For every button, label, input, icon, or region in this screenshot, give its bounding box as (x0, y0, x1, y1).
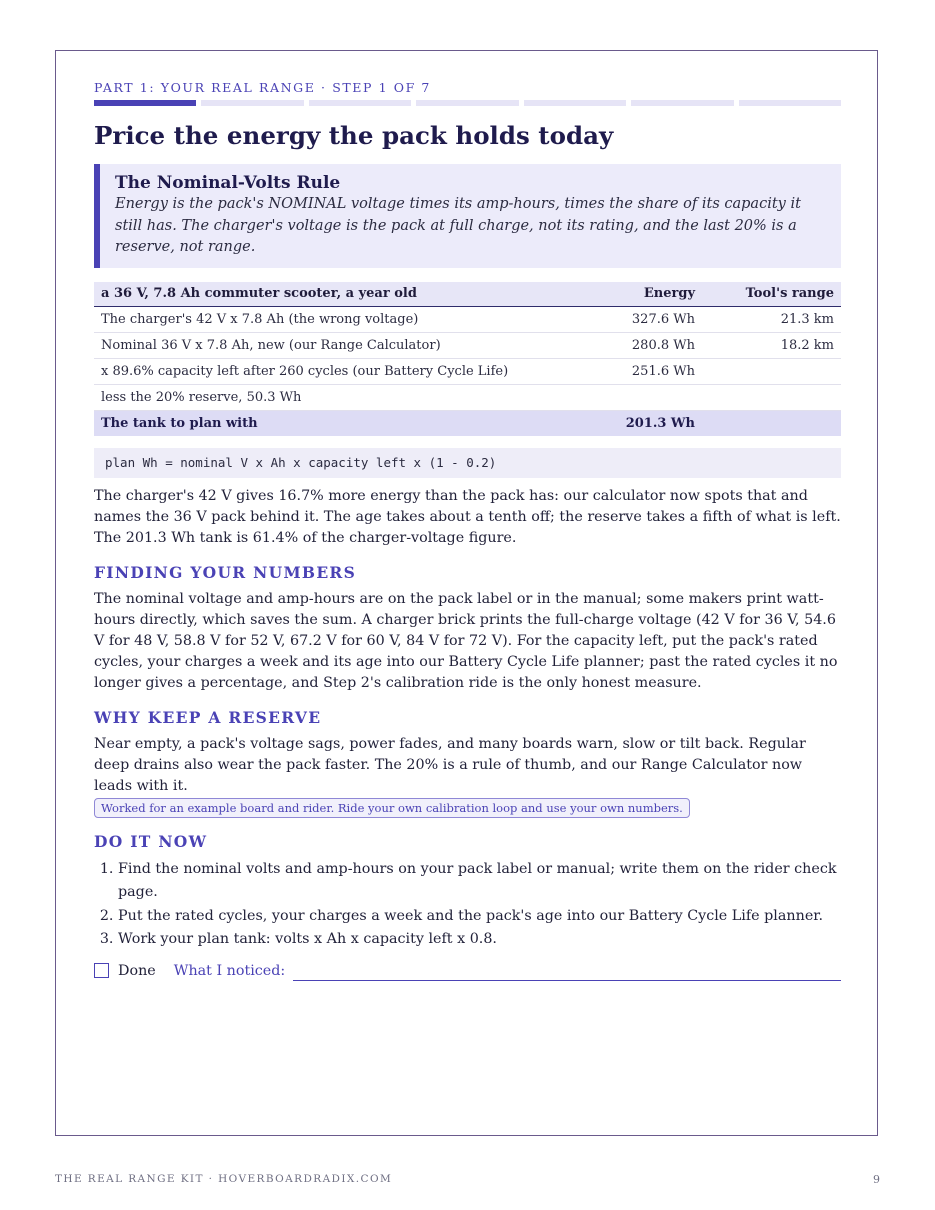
table-cell (702, 384, 841, 410)
callout-body: Energy is the pack's NOMINAL voltage times its amp-hours, times the share of its capacity it still has. The charger's voltage is the pack at full charge, not its rating, and the last 20% is a reserve, not range. (115, 196, 801, 255)
list-item: 3. Work your plan tank: volts x Ah x capacity left x 0.8. (118, 928, 841, 952)
table-cell: 21.3 km (702, 306, 841, 332)
total-energy: 201.3 Wh (583, 410, 702, 436)
progress-segment-5 (524, 100, 626, 106)
done-label: Done (118, 962, 156, 979)
table-row (94, 332, 841, 358)
table-cell: 251.6 Wh (583, 358, 702, 384)
formula-code: plan Wh = nominal V x Ah x capacity left x (1 - 0.2) (94, 448, 841, 478)
numbers-paragraph: The nominal voltage and amp-hours are on the pack label or in the manual; some makers print watt-hours directly, which saves the sum. A charger brick prints the full-charge voltage (42 V for 36 V, 54.6 V for 48 V, 58.8 V for 52 V, 67.2 V for 60 V, 84 V for 72 V). For the capacity left, put the pack's rated cycles, your charges a week and its age into our Battery Cycle Life planner; past the rated cycles it no longer gives a percentage, and Step 2's calibration ride is the only honest measure. (94, 590, 838, 691)
table-cell: Nominal 36 V x 7.8 Ah, new (our Range Calculator) (94, 332, 583, 358)
table-header-energy: Energy (583, 282, 702, 307)
page-title: Price the energy the pack holds today (94, 121, 614, 150)
footer-page-number: 9 (873, 1173, 880, 1186)
table-cell: less the 20% reserve, 50.3 Wh (94, 384, 583, 410)
table-header-range: Tool's range (702, 282, 841, 307)
summary-paragraph: The charger's 42 V gives 16.7% more energy than the pack has: our calculator now spots that and names the 36 V pack behind it. The age takes about a tenth off; the reserve takes a fifth of what is left. The 201.3 Wh tank is 61.4% of the charger-voltage figure. (94, 487, 841, 546)
progress-segment-3 (309, 100, 411, 106)
total-range (702, 410, 841, 436)
progress-segment-4 (416, 100, 518, 106)
progress-segment-7 (739, 100, 841, 106)
callout-title: The Nominal-Volts Rule (115, 173, 341, 193)
step-progress-bar (94, 100, 841, 106)
energy-table (94, 282, 841, 436)
done-row (94, 960, 841, 982)
table-cell: 18.2 km (702, 332, 841, 358)
example-note-badge: Worked for an example board and rider. Ride your own calibration loop and use your own numbers. (94, 798, 690, 818)
section-heading-do-it-now: DO IT NOW (94, 831, 208, 851)
done-checkbox[interactable] (94, 963, 109, 978)
table-total-row (94, 410, 841, 436)
noticed-input[interactable] (293, 960, 841, 981)
total-label: The tank to plan with (94, 410, 583, 436)
list-item: 2. Put the rated cycles, your charges a week and the pack's age into our Battery Cycle Life planner. (118, 905, 841, 929)
reserve-paragraph: Near empty, a pack's voltage sags, power fades, and many boards warn, slow or tilt back. Regular deep drains also wear the pack faster. The 20% is a rule of thumb, and our Range Calculator now leads with it. (94, 735, 806, 794)
table-cell: 327.6 Wh (583, 306, 702, 332)
table-header-scenario: a 36 V, 7.8 Ah commuter scooter, a year old (94, 282, 583, 307)
noticed-label: What I noticed: (173, 962, 286, 979)
progress-segment-2 (201, 100, 303, 106)
table-cell: x 89.6% capacity left after 260 cycles (our Battery Cycle Life) (94, 358, 583, 384)
footer-kit-title: THE REAL RANGE KIT · HOVERBOARDRADIX.COM (55, 1173, 393, 1185)
page-frame (55, 50, 878, 1136)
table-row (94, 306, 841, 332)
section-heading-numbers: FINDING YOUR NUMBERS (94, 562, 357, 582)
progress-segment-1 (94, 100, 196, 106)
table-row (94, 384, 841, 410)
list-item: 1. Find the nominal volts and amp-hours on your pack label or manual; write them on the rider check page. (118, 858, 841, 905)
table-cell (583, 384, 702, 410)
progress-segment-6 (631, 100, 733, 106)
step-eyebrow: PART 1: YOUR REAL RANGE · STEP 1 OF 7 (94, 80, 431, 95)
section-heading-reserve: WHY KEEP A RESERVE (94, 707, 322, 727)
page-content (94, 79, 841, 982)
table-header-row (94, 282, 841, 307)
table-cell: The charger's 42 V x 7.8 Ah (the wrong voltage) (94, 306, 583, 332)
rule-callout (94, 164, 841, 268)
table-cell: 280.8 Wh (583, 332, 702, 358)
table-cell (702, 358, 841, 384)
action-steps-list (94, 858, 841, 952)
table-row (94, 358, 841, 384)
